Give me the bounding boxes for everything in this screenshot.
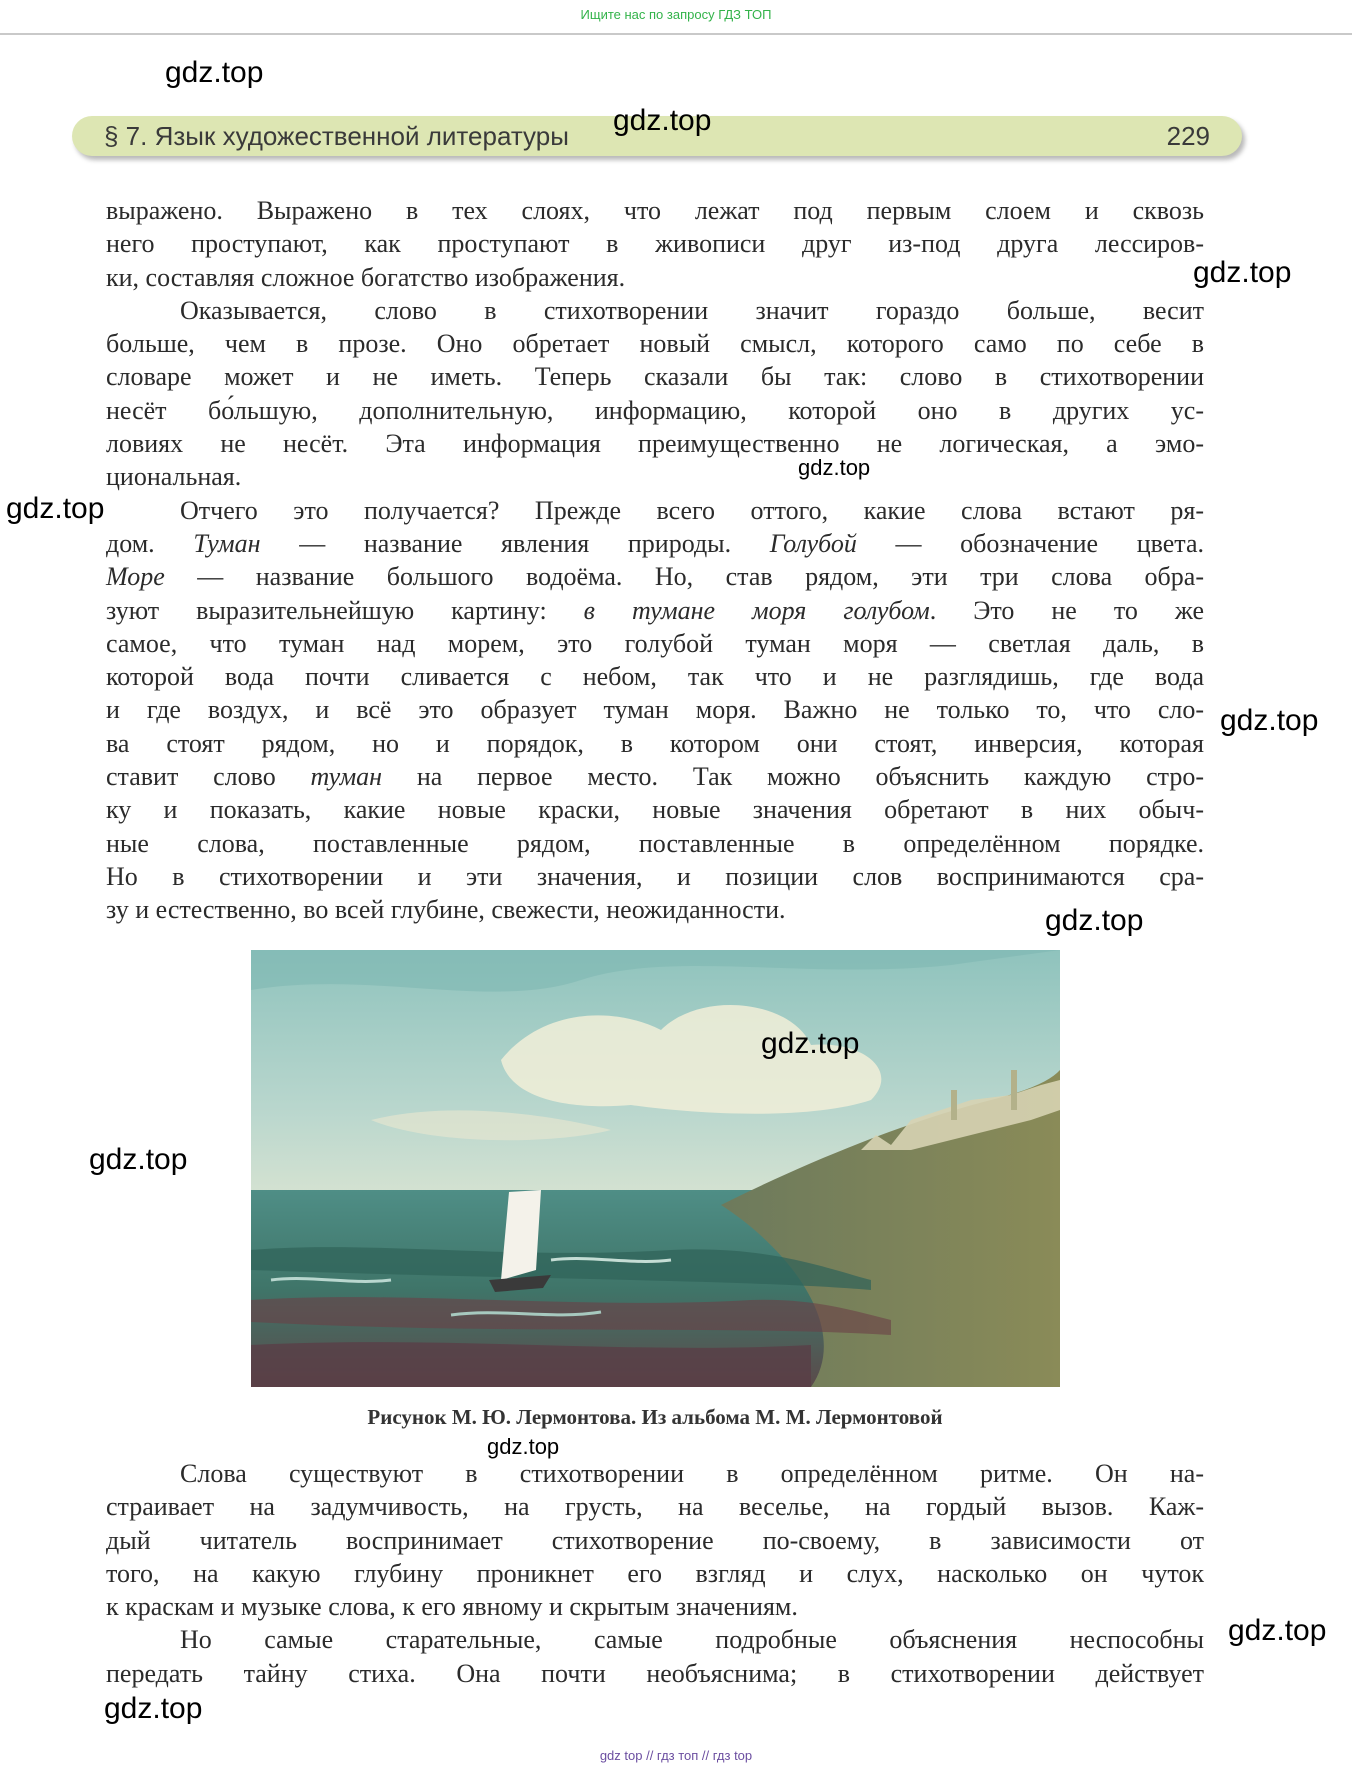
watermark: gdz.top (798, 455, 871, 480)
watermark: gdz.top (89, 1143, 188, 1176)
footer-links: gdz top // гдз топ // гдз top (599, 1748, 753, 1763)
text-line: Отчего это получается? Прежде всего оттого, какие слова встают ря- (180, 495, 1204, 525)
watermark: gdz.top (1193, 256, 1292, 289)
text-line: ва стоят рядом, но и порядок, в котором они стоят, инверсия, которая (106, 728, 1204, 758)
text-block-2 (106, 1457, 1204, 1690)
text-line: дый читатель воспринимает стихотворение по-своему, в зависимости от (106, 1525, 1204, 1555)
seascape-illustration (251, 950, 1060, 1387)
text-line: Слова существуют в стихотворении в определённом ритме. Он на- (180, 1459, 1204, 1488)
text-line: Оказывается, слово в стихотворении значит гораздо больше, весит (180, 295, 1204, 325)
text-line: которой вода почти сливается с небом, так что и не разглядишь, где вода (106, 662, 1204, 692)
text-line: ловиях не несёт. Эта информация преимущественно не логическая, а эмо- (106, 429, 1204, 459)
page-number: 229 (1166, 121, 1210, 151)
text-line: словаре может и не иметь. Теперь сказали бы так: слово в стихотворении (106, 362, 1204, 392)
top-banner (0, 0, 1352, 35)
text-line: ки, составляя сложное богатство изображения. (106, 262, 626, 292)
text-line: самое, что туман над морем, это голубой туман моря — светлая даль, в (106, 628, 1204, 658)
text-line: и где воздух, и всё это образует туман моря. Важно не только то, что сло- (106, 695, 1204, 725)
text-line: циональная. (106, 462, 242, 492)
text-line: дом. Туман — название явления природы. Голубой — обозначение цвета. (106, 528, 1204, 558)
text-line: несёт бо́льшую, дополнительную, информацию, которой оно в других ус- (106, 395, 1204, 425)
text-line: Но самые старательные, самые подробные объяснения неспособны (180, 1625, 1204, 1655)
section-title: § 7. Язык художественной литературы (104, 121, 569, 151)
text-line: больше, чем в прозе. Оно обретает новый смысл, которого само по себе в (106, 329, 1204, 359)
text-line: выражено. Выражено в тех слоях, что лежат под первым слоем и сквозь (106, 196, 1204, 225)
text-line: него проступают, как проступают в живописи друг из-под друга лессиров- (106, 229, 1204, 259)
text-line: страивает на задумчивость, на грусть, на веселье, на гордый вызов. Каж- (106, 1492, 1204, 1522)
watermark: gdz.top (487, 1434, 560, 1459)
text-line: ставит слово туман на первое место. Так можно объяснить каждую стро- (106, 762, 1204, 792)
text-line: ные слова, поставленные рядом, поставленные в определённом порядке. (106, 828, 1204, 858)
figure-caption: Рисунок М. Ю. Лермонтова. Из альбома М. М. Лермонтовой (367, 1405, 943, 1429)
watermark: gdz.top (761, 1027, 860, 1060)
text-block-1 (106, 194, 1204, 927)
watermark: gdz.top (6, 492, 105, 525)
watermark: gdz.top (165, 56, 264, 89)
watermark: gdz.top (104, 1692, 203, 1725)
watermark: gdz.top (1220, 704, 1319, 737)
lermontov-drawing (251, 950, 1060, 1387)
text-line: ку и показать, какие новые краски, новые значения обретают в них обыч- (106, 795, 1204, 825)
watermark: gdz.top (613, 104, 712, 137)
text-line: зу и естественно, во всей глубине, свежести, неожиданности. (106, 895, 786, 925)
text-line: зуют выразительнейшую картину: в тумане моря голубом. Это не то же (106, 595, 1204, 625)
watermark: gdz.top (1045, 904, 1144, 937)
text-line: того, на какую глубину проникнет его взгляд и слух, насколько он чуток (106, 1558, 1204, 1588)
text-line: передать тайну стиха. Она почти необъяснима; в стихотворении действует (106, 1658, 1204, 1688)
watermark: gdz.top (1228, 1614, 1327, 1647)
top-banner-text: Ищите нас по запросу ГДЗ ТОП (580, 7, 772, 22)
text-line: Но в стихотворении и эти значения, и позиции слов воспринимаются сра- (106, 861, 1204, 891)
text-line: Море — название большого водоёма. Но, став рядом, эти три слова обра- (106, 562, 1204, 592)
text-line: к краскам и музыке слова, к его явному и скрытым значениям. (106, 1592, 798, 1622)
